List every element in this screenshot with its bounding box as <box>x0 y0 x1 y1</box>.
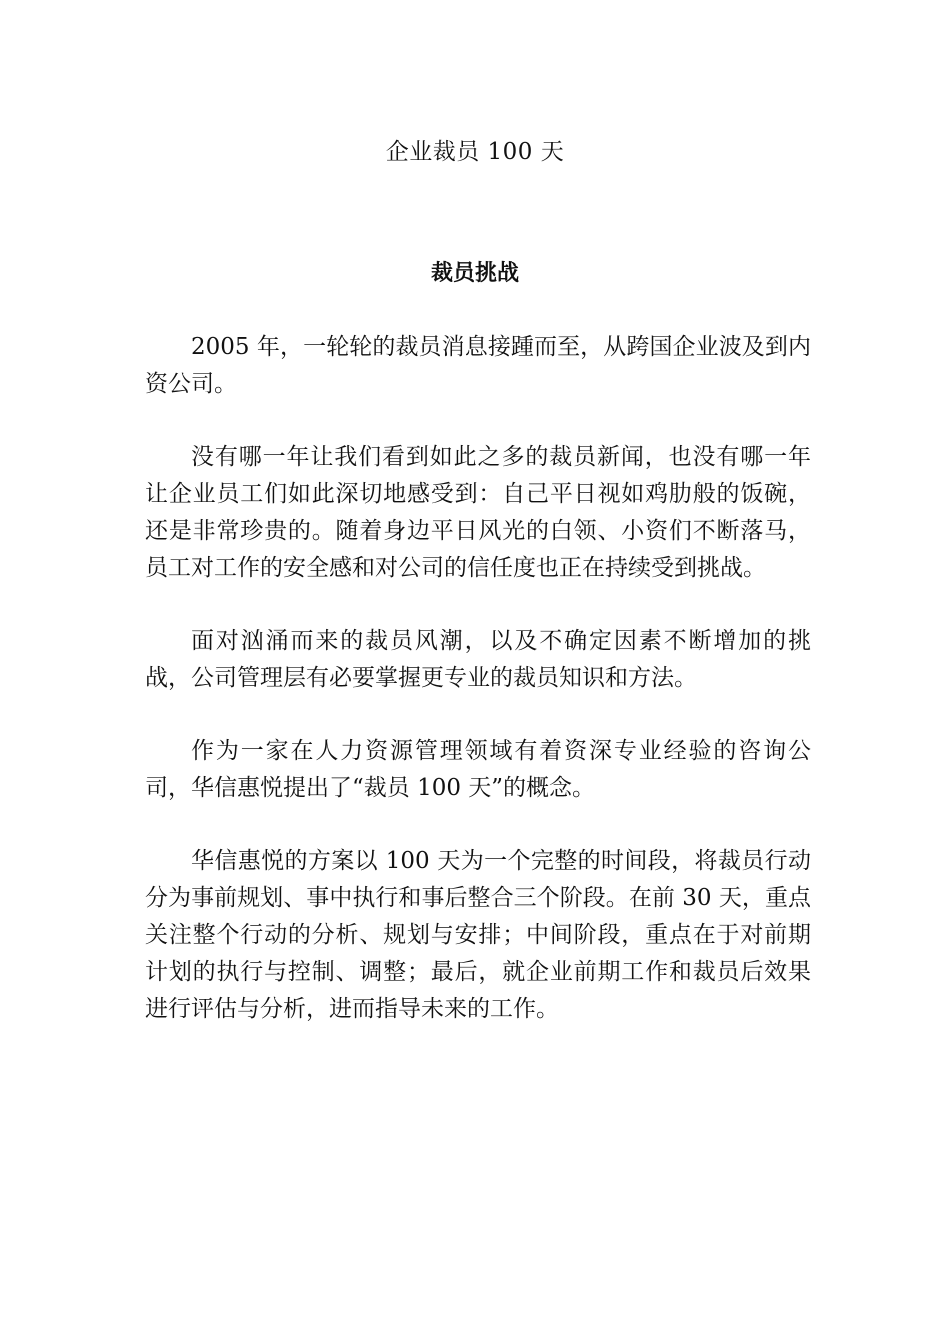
document-title: 企业裁员 100 天 <box>385 139 565 165</box>
paragraph: 华信惠悦的方案以 100 天为一个完整的时间段，将裁员行动分为事前规划、事中执行和事后整合三个阶段。在前 30 天，重点关注整个行动的分析、规划与安排；中间阶段，重点在于对前期计划的执行与控制、调整；最后，就企业前期工作和裁员后效果进行评估与分析，进而指导未来的工作。 <box>145 848 811 1022</box>
paragraph: 作为一家在人力资源管理领域有着资深专业经验的咨询公司，华信惠悦提出了“裁员 100 天”的概念。 <box>145 738 811 801</box>
paragraph: 2005 年，一轮轮的裁员消息接踵而至，从跨国企业波及到内资公司。 <box>145 334 811 397</box>
section-heading: 裁员挑战 <box>430 261 519 286</box>
paragraph: 没有哪一年让我们看到如此之多的裁员新闻，也没有哪一年让企业员工们如此深切地感受到：自己平日视如鸡肋般的饭碗，还是非常珍贵的。随着身边平日风光的白领、小资们不断落马，员工对工作的安全感和对公司的信任度也正在持续受到挑战。 <box>145 444 811 581</box>
paragraph: 面对汹涌而来的裁员风潮，以及不确定因素不断增加的挑战，公司管理层有必要掌握更专业的裁员知识和方法。 <box>145 628 811 691</box>
document-body <box>145 329 811 1028</box>
